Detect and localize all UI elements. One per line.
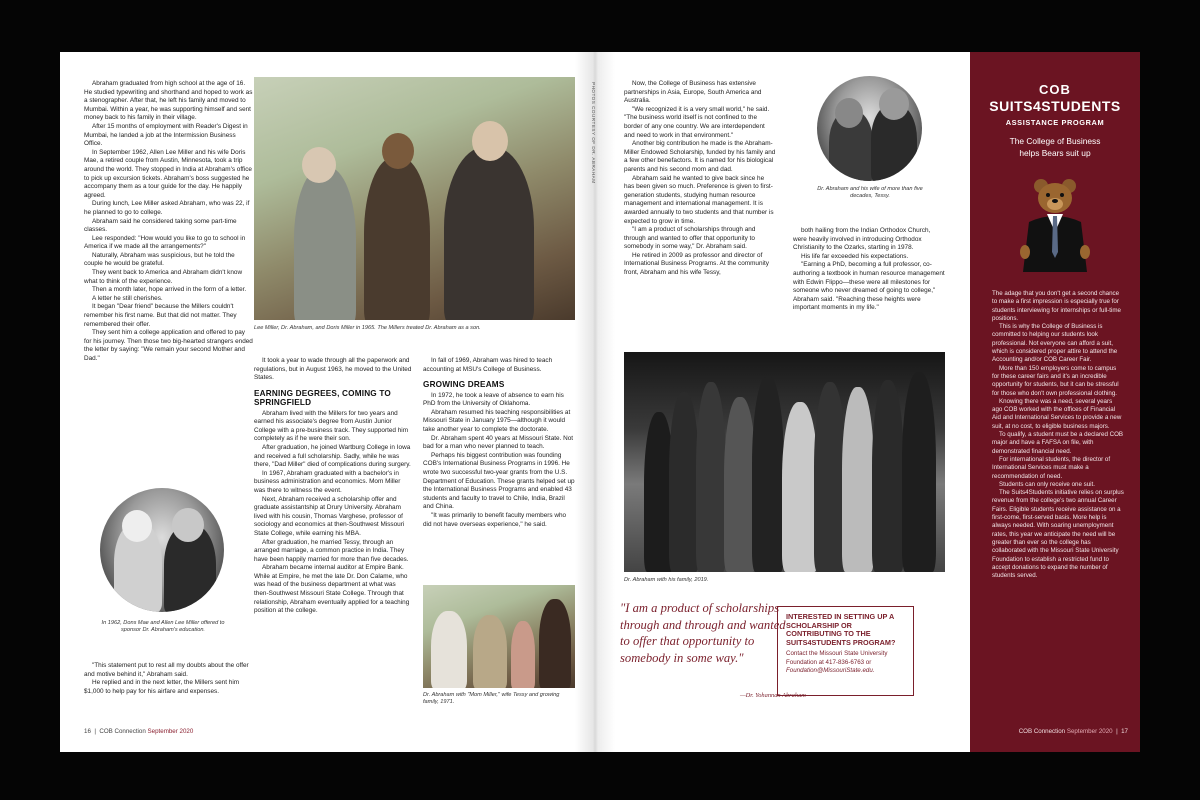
photo-family-1971 — [423, 585, 575, 688]
sidebar-subtitle: ASSISTANCE PROGRAM — [1005, 118, 1105, 127]
caption-family-2019: Dr. Abraham with his family, 2019. — [624, 577, 709, 583]
heading-growing-dreams: GROWING DREAMS — [423, 380, 505, 390]
pull-quote: "I am a product of scholarships through and through and wanted to offer that opportunity to somebody in some way." — [620, 601, 786, 665]
caption-circle-millers: In 1962, Dons Mae and Allen Lee Miller offered to sponsor Dr. Abraham's education. — [101, 620, 225, 634]
callout-title: INTERESTED IN SETTING UP A SCHOLARSHIP OR CONTRIBUTING TO THE SUITS4STUDENTS PROGRAM? — [786, 612, 896, 647]
sidebar-tagline-2: helps Bears suit up — [1019, 148, 1091, 158]
caption-millers-1965: Lee Miller, Dr. Abraham, and Doris Miller in 1965. The Millers treated Dr. Abraham as a son. — [254, 325, 481, 331]
left-page — [60, 52, 595, 752]
photo-circle-millers — [100, 488, 224, 612]
sidebar-body: The adage that you don't get a second chance to make a first impression is especially true for students interviewing for internships or full-time positions. This is why the College of Business is committed to helping our students look professional. Not everyone can afford a suit, which is considered proper attire to attend the Accounting and/or COB Career Fair. More than 150 employers come to campus for these career fairs and it's an incredible opportunity for students, but it can be stressful for those who don't own professional clothing. Knowing there was a need, several years ago COB worked with the offices of Financial Aid and International Services to provide a new suit, at no cost, to eligible business majors. To qualify, a student must be a declared COB major and have a FAFSA on file, with demonstrated financial need. For international students, the director of International Services must make a recommendation of need. Students can only receive one suit. The Suits4Students initiative relies on surplus revenue from the college's two annual Career Fairs. Eligible students receive assistance on a first-come, first-served basis. More help is always needed. With soaring unemployment rates, this year we anticipate the need will be greater than ever so the college has collaborated with the Missouri State University Foundation to establish a restricted fund to accept donations to expand the number of students served. — [992, 290, 1124, 580]
pull-quote-attribution: —Dr. Yohannan Abraham — [740, 692, 806, 699]
scholarship-callout-box — [777, 606, 914, 696]
foundation-email-link[interactable]: Foundation@MissouriState.edu. — [786, 666, 875, 674]
photo-family-2019 — [624, 352, 945, 572]
left-column-3: In fall of 1969, Abraham was hired to teach accounting at MSU's College of Business. GROWING DREAMS In 1972, he took a leave of absence to earn his PhD from the University of Oklahoma. Abraham resumed his teaching responsibilities at Missouri State in January 1975—although it would take another year to complete the doctorate. Dr. Abraham spent 40 years at Missouri State. Not bad for a man who never planned to teach. Perhaps his biggest contribution was founding COB's International Business Programs in 1996. He wrote two successful two-year grants from the U.S. Department of Education. These grants helped set up the International Business Programs and enabled 43 students and faculty to travel to Chile, India, Brazil and China. "It was primarily to benefit faculty members who did not have overseas experience," he said. — [423, 357, 575, 528]
bear-in-suit-icon — [1015, 172, 1095, 272]
left-column-2: It took a year to wade through all the paperwork and regulations, but in August 1963, he moved to the United States. EARNING DEGREES, COMING TO SPRINGFIELD Abraham lived with the Millers for two years and earned his associate's degree from Austin Junior College with a pre-business track. They supported him completely as if he were their son. After graduation, he joined Wartburg College in Iowa and received a full scholarship. Sadly, while he was there, "Dad Miller" died of complications during surgery. In 1967, Abraham graduated with a bachelor's in business administration and economics. Mom Miller was there to witness the event. Next, Abraham received a scholarship offer and graduate assistantship at Drury University. Abraham lived with his cousin, Thomas Varghese, professor of sociology and economics at then-Southwest Missouri State College, while earning his MBA. After graduation, he married Tessy, through an arranged marriage, a common practice in India. They have been happily married for more than five decades. Abraham became internal auditor at Empire Bank. While at Empire, he met the late Dr. Don Calame, who was head of the business department at what was then-Southwest Missouri State College. Through that relationship, Abraham eventually applied for a teaching position at the college. — [254, 357, 412, 615]
left-column-1-bottom: "This statement put to rest all my doubts about the offer and motive behind it," Abraham said. He replied and in the next letter, the Millers sent him $1,000 to help pay for his airfare and expenses. — [84, 662, 249, 695]
right-footer-text: COB Connection September 2020 | 17 — [1018, 728, 1128, 735]
photo-millers-1965 — [254, 77, 576, 320]
magazine-spread — [60, 52, 1140, 752]
left-column-1: Abraham graduated from high school at the age of 16. He studied typewriting and shorthand and hoped to work as a stenographer. After that, he left his family and moved to Mumbai. Within a year, he was supporting himself and sent money back to his family in their village. After 15 months of employment with Reader's Digest in Mumbai, he landed a job at the Intermission Business Office. In September 1962, Allen Lee Miller and his wife Doris Mae, a retired couple from Austin, Minnesota, took a trip around the world. They stopped in India at Abraham's office to pick up excursion tickets. Abraham's boss suggested he accompany them as a tour guide for the day. He happily agreed. During lunch, Lee Miller asked Abraham, who was 22, if he planned to go to college. Abraham said he considered taking some part-time classes. Lee responded: "How would you like to go to school in America if we made all the arrangements?" Naturally, Abraham was suspicious, but he told the couple he would be grateful. They went back to America and Abraham didn't know what to think of the experience. Then a month later, hope arrived in the form of a letter. A letter he still cherishes. It began "Dear friend" because the Millers couldn't remember his first name. But that did not matter. They remembered their offer. They sent him a college application and offered to pay for his journey. Then those two big-hearted strangers ended the letter by saying: "We remain your second Mother and Dad." — [84, 80, 253, 362]
suits4students-sidebar — [970, 52, 1140, 752]
heading-earning-degrees: EARNING DEGREES, COMING TO SPRINGFIELD — [254, 388, 391, 408]
sidebar-title-suits4students: SUITS4STUDENTS — [989, 98, 1121, 114]
right-column-1: Now, the College of Business has extensive partnerships in Asia, Europe, South America and Australia. "We recognized it is a very small world," he said. "The business world itself is not confined to the border of any one country. We are interdependent and need to work in that environment." Another big contribution he made is the Abraham-Miller Endowed Scholarship, funded by his family and a few other benefactors. It is named for his biological parents and his second mom and dad. Abraham said he wanted to give back since he has been given so much. Preference is given to first-generation students, studying human resource management and international management. It is awarded annually to two students and that number is expected to grow in time. "I am a product of scholarships through and through and wanted to offer that opportunity to somebody in some way," Dr. Abraham said. He retired in 2009 as professor and director of International Business Programs. At the community front, Abraham and his wife Tessy, — [624, 80, 776, 277]
sidebar-title-cob: COB — [1039, 82, 1071, 97]
caption-family-1971: Dr. Abraham with "Mom Miller," wife Tessy and growing family, 1971. — [423, 692, 560, 706]
photo-credit: PHOTOS COURTESY OF DR. ABRAHAM — [591, 82, 596, 184]
callout-contact: Contact the Missouri State University Foundation at 417-836-6763 or Foundation@MissouriState.edu. — [786, 650, 905, 675]
photo-abraham-and-wife — [817, 76, 922, 181]
right-column-2: both hailing from the Indian Orthodox Church, were heavily involved in introducing Orthodox Christianity to the Ozarks, starting in 1978. His life far exceeded his expectations. "Earning a PhD, becoming a full professor, co-authoring a textbook in human resource management with Edwin Flippo—these were all milestones for someone who never dreamed of going to college," Abraham said. "Reaching these heights were important moments in my life." — [793, 227, 945, 312]
sidebar-tagline-1: The College of Business — [1009, 136, 1101, 146]
left-footer: 16 | COB Connection September 2020 — [84, 728, 194, 735]
caption-abraham-and-wife: Dr. Abraham and his wife of more than five decades, Tessy. — [817, 186, 923, 200]
